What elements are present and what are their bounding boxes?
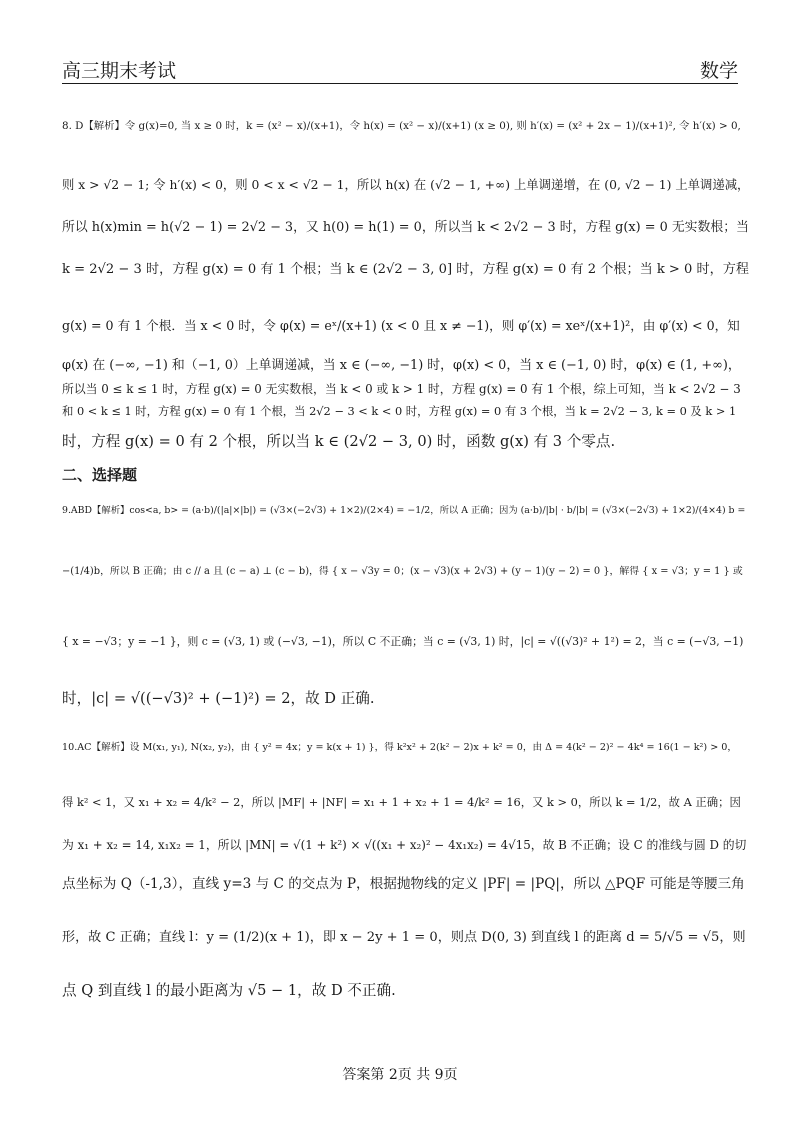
- answer-line: −(1/4)b，所以 B 正确；由 c // a 且 (c − a) ⊥ (c − b)，得 { x − √3y = 0；(x − √3)(x + 2√3) + (y − 1)(y − 2) = 0 }，解得 { x = √3；y = 1 } 或: [62, 566, 743, 577]
- answer-line: 得 k² < 1，又 x₁ + x₂ = 4/k² − 2，所以 |MF| + |NF| = x₁ + 1 + x₂ + 1 = 4/k² = 16，又 k > 0，所以 k = 1/2，故 A 正确；因: [62, 795, 741, 809]
- page-header: [62, 54, 738, 84]
- answer-line: 时，方程 g(x) = 0 有 2 个根，所以当 k ∈ (2√2 − 3, 0) 时，函数 g(x) 有 3 个零点.: [62, 433, 616, 450]
- page-footer: 答案第 2页 共 9页: [342, 1067, 458, 1083]
- answer-line: 10.AC【解析】设 M(x₁, y₁), N(x₂, y₂)，由 { y² = 4x；y = k(x + 1) }，得 k²x² + 2(k² − 2)x + k² = 0，由 Δ = 4(k² − 2)² − 4k⁴ = 16(1 − k²) > 0，: [62, 742, 737, 753]
- answer-line: 和 0 < k ≤ 1 时，方程 g(x) = 0 有 1 个根，当 2√2 − 3 < k < 0 时，方程 g(x) = 0 有 3 个根，当 k = 2√2 − 3, k = 0 及 k > 1: [62, 404, 737, 418]
- answer-line: 9.ABD【解析】cos<a, b> = (a·b)/(|a|×|b|) = (√3×(−2√3) + 1×2)/(2×4) = −1/2，所以 A 正确；因为 (a·b)/|b| · b/|b| = (√3×(−2√3) + 1×2)/(4×4) b =: [62, 505, 746, 516]
- exam-title: 高三期末考试: [62, 60, 177, 82]
- section-heading: 二、选择题: [62, 466, 138, 484]
- answer-line: 所以 h(x)min = h(√2 − 1) = 2√2 − 3，又 h(0) = h(1) = 0，所以当 k < 2√2 − 3 时，方程 g(x) = 0 无实数根；当: [62, 220, 749, 235]
- answer-line: 时，|c| = √((−√3)² + (−1)²) = 2，故 D 正确.: [62, 690, 375, 707]
- subject-label: 数学: [699, 60, 738, 82]
- answer-line: 所以当 0 ≤ k ≤ 1 时，方程 g(x) = 0 无实数根，当 k < 0 或 k > 1 时，方程 g(x) = 0 有 1 个根，综上可知，当 k < 2√2 − 3: [62, 382, 741, 396]
- answer-line: 则 x > √2 − 1; 令 h′(x) < 0，则 0 < x < √2 − 1，所以 h(x) 在 (√2 − 1, +∞) 上单调递增，在 (0, √2 − 1) 上单调递减，: [62, 178, 750, 192]
- answer-line: k = 2√2 − 3 时，方程 g(x) = 0 有 1 个根；当 k ∈ (2√2 − 3, 0] 时，方程 g(x) = 0 有 2 个根；当 k > 0 时，方程: [62, 262, 749, 277]
- answer-line: 点 Q 到直线 l 的最小距离为 √5 − 1，故 D 不正确.: [62, 982, 396, 999]
- answer-line: { x = −√3；y = −1 }，则 c = (√3, 1) 或 (−√3, −1)，所以 C 不正确；当 c = (√3, 1) 时，|c| = √((√3)² + 1²) = 2，当 c = (−√3, −1): [62, 635, 744, 648]
- answer-line: 点坐标为 Q（-1,3），直线 y=3 与 C 的交点为 P，根据抛物线的定义 |PF| = |PQ|，所以 △PQF 可能是等腰三角: [62, 876, 745, 892]
- answer-line: 形，故 C 正确；直线 l：y = (1/2)(x + 1)，即 x − 2y + 1 = 0，则点 D(0, 3) 到直线 l 的距离 d = 5/√5 = √5，则: [62, 930, 746, 945]
- answer-line: φ(x) 在 (−∞, −1) 和（−1, 0）上单调递减，当 x ∈ (−∞, −1) 时，φ(x) < 0，当 x ∈ (−1, 0) 时，φ(x) ∈ (1, +∞)，: [62, 358, 741, 373]
- answer-line: 为 x₁ + x₂ = 14, x₁x₂ = 1，所以 |MN| = √(1 + k²) × √((x₁ + x₂)² − 4x₁x₂) = 4√15，故 B 不正确；设 C 的准线与圆 D 的切: [62, 838, 747, 852]
- answer-line: g(x) = 0 有 1 个根．当 x < 0 时，令 φ(x) = eˣ/(x+1) (x < 0 且 x ≠ −1)，则 φ′(x) = xeˣ/(x+1)²，由 φ′(x) < 0，知: [62, 318, 740, 333]
- answer-line: 8. D【解析】令 g(x)=0, 当 x ≥ 0 时，k = (x² − x)/(x+1)，令 h(x) = (x² − x)/(x+1) (x ≥ 0), 则 h′(x) = (x² + 2x − 1)/(x+1)², 令 h′(x) > 0,: [62, 120, 741, 132]
